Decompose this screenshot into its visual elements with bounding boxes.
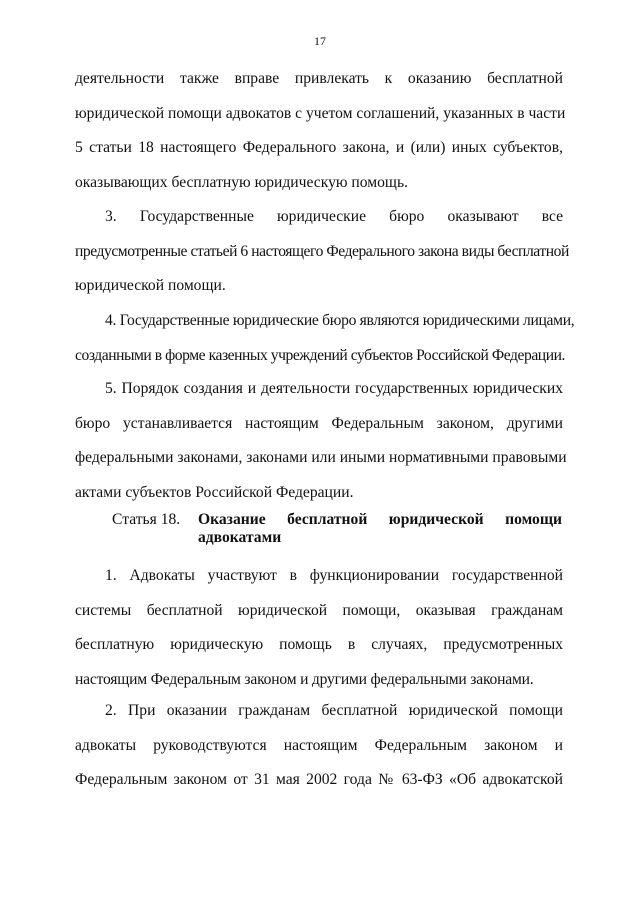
article-number: Статья 18. (112, 511, 181, 528)
article-title (198, 511, 562, 547)
text-line: бесплатную юридическую помощь в случаях, предусмотренных (75, 636, 563, 653)
text-line: Федеральным законом от 31 мая 2002 года № 63-ФЗ «Об адвокатской (75, 771, 563, 788)
text-line: 3. Государственные юридические бюро оказывают все (105, 208, 563, 225)
text-line: 5 статьи 18 настоящего Федерального закона, и (или) иных субъектов, (75, 139, 563, 156)
text-line: оказывающих бесплатную юридическую помощь. (75, 173, 408, 191)
paragraph-5 (75, 372, 567, 510)
text-line: 2. При оказании гражданам бесплатной юридической помощи (105, 702, 563, 719)
text-line: деятельности также вправе привлекать к оказанию бесплатной (75, 70, 563, 87)
article-paragraph-1 (75, 559, 563, 697)
paragraph-4 (75, 304, 575, 373)
text-line: предусмотренные статьей 6 настоящего Федерального закона виды бесплатной (75, 242, 569, 260)
text-line: актами субъектов Российской Федерации. (75, 483, 354, 501)
text-line: 1. Адвокаты участвуют в функционировании государственной (105, 567, 563, 584)
text-line: бюро устанавливается настоящим Федеральным законом, другими (75, 414, 563, 432)
text-line: юридической помощи адвокатов с учетом соглашений, указанных в части (75, 104, 566, 122)
paragraph-continuation (75, 62, 566, 200)
text-line: юридической помощи. (75, 277, 226, 294)
text-line: созданными в форме казенных учреждений субъектов Российской Федерации. (75, 346, 565, 364)
text-line: федеральными законами, законами или иными нормативными правовыми (75, 449, 567, 466)
paragraph-3 (75, 200, 569, 304)
text-line: 5. Порядок создания и деятельности государственных юридических (105, 380, 563, 397)
page-number: 17 (314, 34, 326, 48)
article-title-line: адвокатами (198, 529, 282, 546)
text-line: адвокаты руководствуются настоящим Федеральным законом и (75, 736, 563, 754)
article-paragraph-2 (75, 694, 563, 798)
text-line: системы бесплатной юридической помощи, оказывая гражданам (75, 601, 563, 619)
text-line: 4. Государственные юридические бюро являются юридическими лицами, (105, 312, 575, 329)
text-line: настоящим Федеральным законом и другими федеральными законами. (75, 670, 534, 688)
article-title-line: Оказание бесплатной юридической помощи (198, 511, 562, 528)
